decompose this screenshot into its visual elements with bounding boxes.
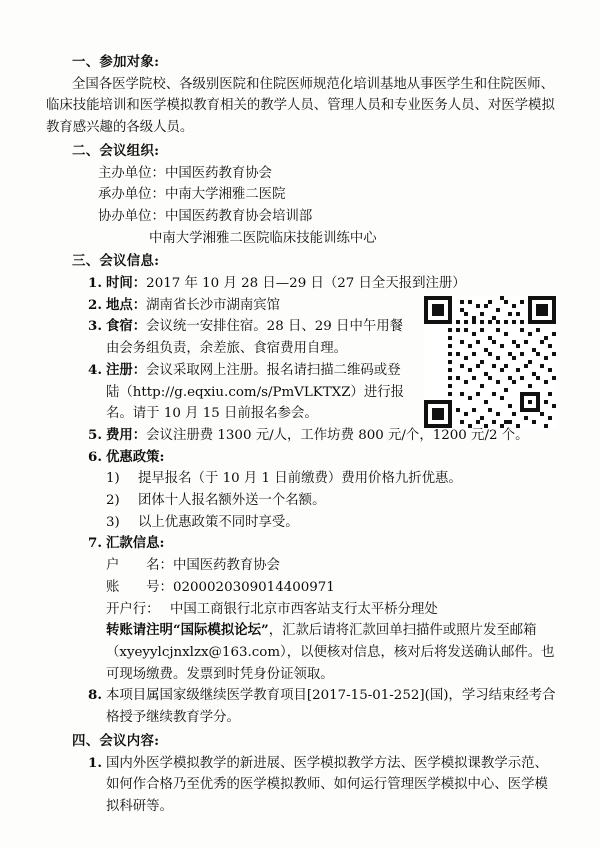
item-text: 湖南省长沙市湖南宾馆 bbox=[146, 297, 281, 313]
item-text: 本项目属国家级继续医学教育项目[2017-15-01-252](国)，学习结束经考合格授予继续教育学分。 bbox=[106, 688, 556, 726]
bank-branch-value: 中国工商银行北京市西客站支行太平桥分理处 bbox=[170, 601, 438, 617]
item-text: 会议采取网上注册。报名请扫描二维码或登陆（http://g.eqxiu.com/s/PmVLKTXZ）进行报名。请于 10 月 15 日前报名参会。 bbox=[106, 362, 405, 422]
bank-account-number-value: 0200020309014400971 bbox=[172, 579, 335, 595]
bank-account-number bbox=[106, 577, 556, 599]
list-item bbox=[106, 512, 556, 534]
discount-policy-list bbox=[106, 468, 556, 533]
item-title: 注册： bbox=[106, 361, 147, 378]
sub-item-text: 团体十人报名额外送一个名额。 bbox=[138, 493, 326, 509]
list-item bbox=[72, 295, 556, 317]
item-title: 优惠政策: bbox=[106, 448, 165, 465]
bank-account-name-value: 中国医药教育协会 bbox=[172, 558, 281, 574]
list-item bbox=[72, 685, 556, 728]
list-item bbox=[106, 490, 556, 512]
item-number: 8. bbox=[88, 687, 102, 704]
bank-branch bbox=[106, 599, 556, 621]
document-body bbox=[46, 52, 556, 818]
item-title: 汇款信息: bbox=[106, 535, 165, 552]
section-heading-3-text: 三、会议信息: bbox=[72, 253, 160, 270]
item-text: 会议统一安排住宿。28 日、29 日中午用餐由会务组负责，余差旅、食宿费用自理。 bbox=[106, 319, 404, 357]
bank-branch-key: 开户行： bbox=[106, 601, 160, 617]
section-heading-3 bbox=[46, 251, 556, 273]
meeting-info-list bbox=[46, 273, 556, 729]
item-number: 2. bbox=[88, 296, 102, 313]
bank-account-name bbox=[106, 555, 556, 577]
list-item bbox=[72, 360, 556, 425]
org-line-coorganizer bbox=[98, 206, 556, 228]
remittance-note-bold: 转账请注明“国际模拟论坛” bbox=[106, 622, 269, 639]
sub-item-text: 提早报名（于 10 月 1 日前缴费）费用价格九折优惠。 bbox=[138, 471, 462, 487]
sub-item-number: 1) bbox=[106, 471, 120, 487]
item-number: 5. bbox=[88, 426, 102, 443]
item-number: 3. bbox=[88, 318, 102, 335]
org-line-host-value: 中国医药教育协会 bbox=[164, 165, 273, 181]
list-item bbox=[72, 533, 556, 685]
org-line-host-key: 主办单位： bbox=[98, 165, 165, 181]
bank-account-number-key: 账 号： bbox=[106, 579, 173, 595]
section-heading-2: 二、会议组织: bbox=[72, 142, 160, 159]
list-item bbox=[72, 273, 556, 295]
meeting-content-list bbox=[46, 753, 556, 818]
section-heading-1: 一、参加对象: bbox=[72, 54, 160, 70]
remittance-note bbox=[106, 620, 556, 685]
section-heading-4: 四、会议内容: bbox=[72, 732, 160, 749]
list-item bbox=[72, 316, 556, 359]
item-number: 1. bbox=[88, 754, 102, 771]
item-number: 1. bbox=[88, 275, 102, 292]
item-text: 2017 年 10 月 28 日—29 日（27 日全天报到注册） bbox=[146, 276, 466, 292]
item-title: 时间： bbox=[106, 275, 147, 292]
bank-account-name-key: 户 名： bbox=[106, 558, 173, 574]
org-line-organizer-value: 中南大学湘雅二医院 bbox=[164, 187, 286, 203]
item-text: 国内外医学模拟教学的新进展、医学模拟教学方法、医学模拟课教学示范、如何作合格乃至优秀的医学模拟教师、如何运行管理医学模拟中心、医学模拟科研等。 bbox=[106, 755, 548, 814]
org-line-coorganizer-value: 中国医药教育协会培训部 bbox=[164, 208, 313, 224]
org-line-organizer bbox=[98, 184, 556, 206]
item-number: 6. bbox=[88, 448, 102, 465]
org-line-coorganizer-extra: 中南大学湘雅二医院临床技能训练中心 bbox=[149, 230, 377, 246]
list-item bbox=[106, 468, 556, 490]
list-item bbox=[72, 447, 556, 534]
org-line-coorganizer-key: 协办单位： bbox=[98, 208, 165, 224]
item-title: 食宿： bbox=[106, 318, 147, 335]
list-item bbox=[72, 425, 556, 447]
org-line-host bbox=[98, 163, 556, 185]
item-title: 费用： bbox=[106, 426, 147, 443]
sub-item-number: 2) bbox=[106, 493, 120, 509]
item-number: 7. bbox=[88, 535, 102, 552]
org-line-organizer-key: 承办单位： bbox=[98, 187, 165, 203]
list-item bbox=[72, 753, 556, 818]
remittance-note-rest: ，汇款后请将汇款回单扫描件或照片发至邮箱（xyeyylcjnxlzx@163.com），以便核对信息，核对后将发送确认邮件。也可现场缴费。发票到时凭身份证领取。 bbox=[106, 623, 555, 682]
sub-item-text: 以上优惠政策不同时享受。 bbox=[138, 514, 299, 530]
item-title: 地点： bbox=[106, 296, 147, 313]
section-1-paragraph: 全国各医学院校、各级别医院和住院医师规范化培训基地从事医学生和住院医师、临床技能培训和医学模拟教育相关的教学人员、管理人员和专业医务人员、对医学模拟教育感兴趣的各级人员。 bbox=[46, 76, 555, 136]
sub-item-number: 3) bbox=[106, 514, 120, 530]
item-text: 会议注册费 1300 元/人，工作坊费 800 元/个，1200 元/2 个。 bbox=[146, 427, 529, 443]
item-number: 4. bbox=[88, 361, 102, 378]
